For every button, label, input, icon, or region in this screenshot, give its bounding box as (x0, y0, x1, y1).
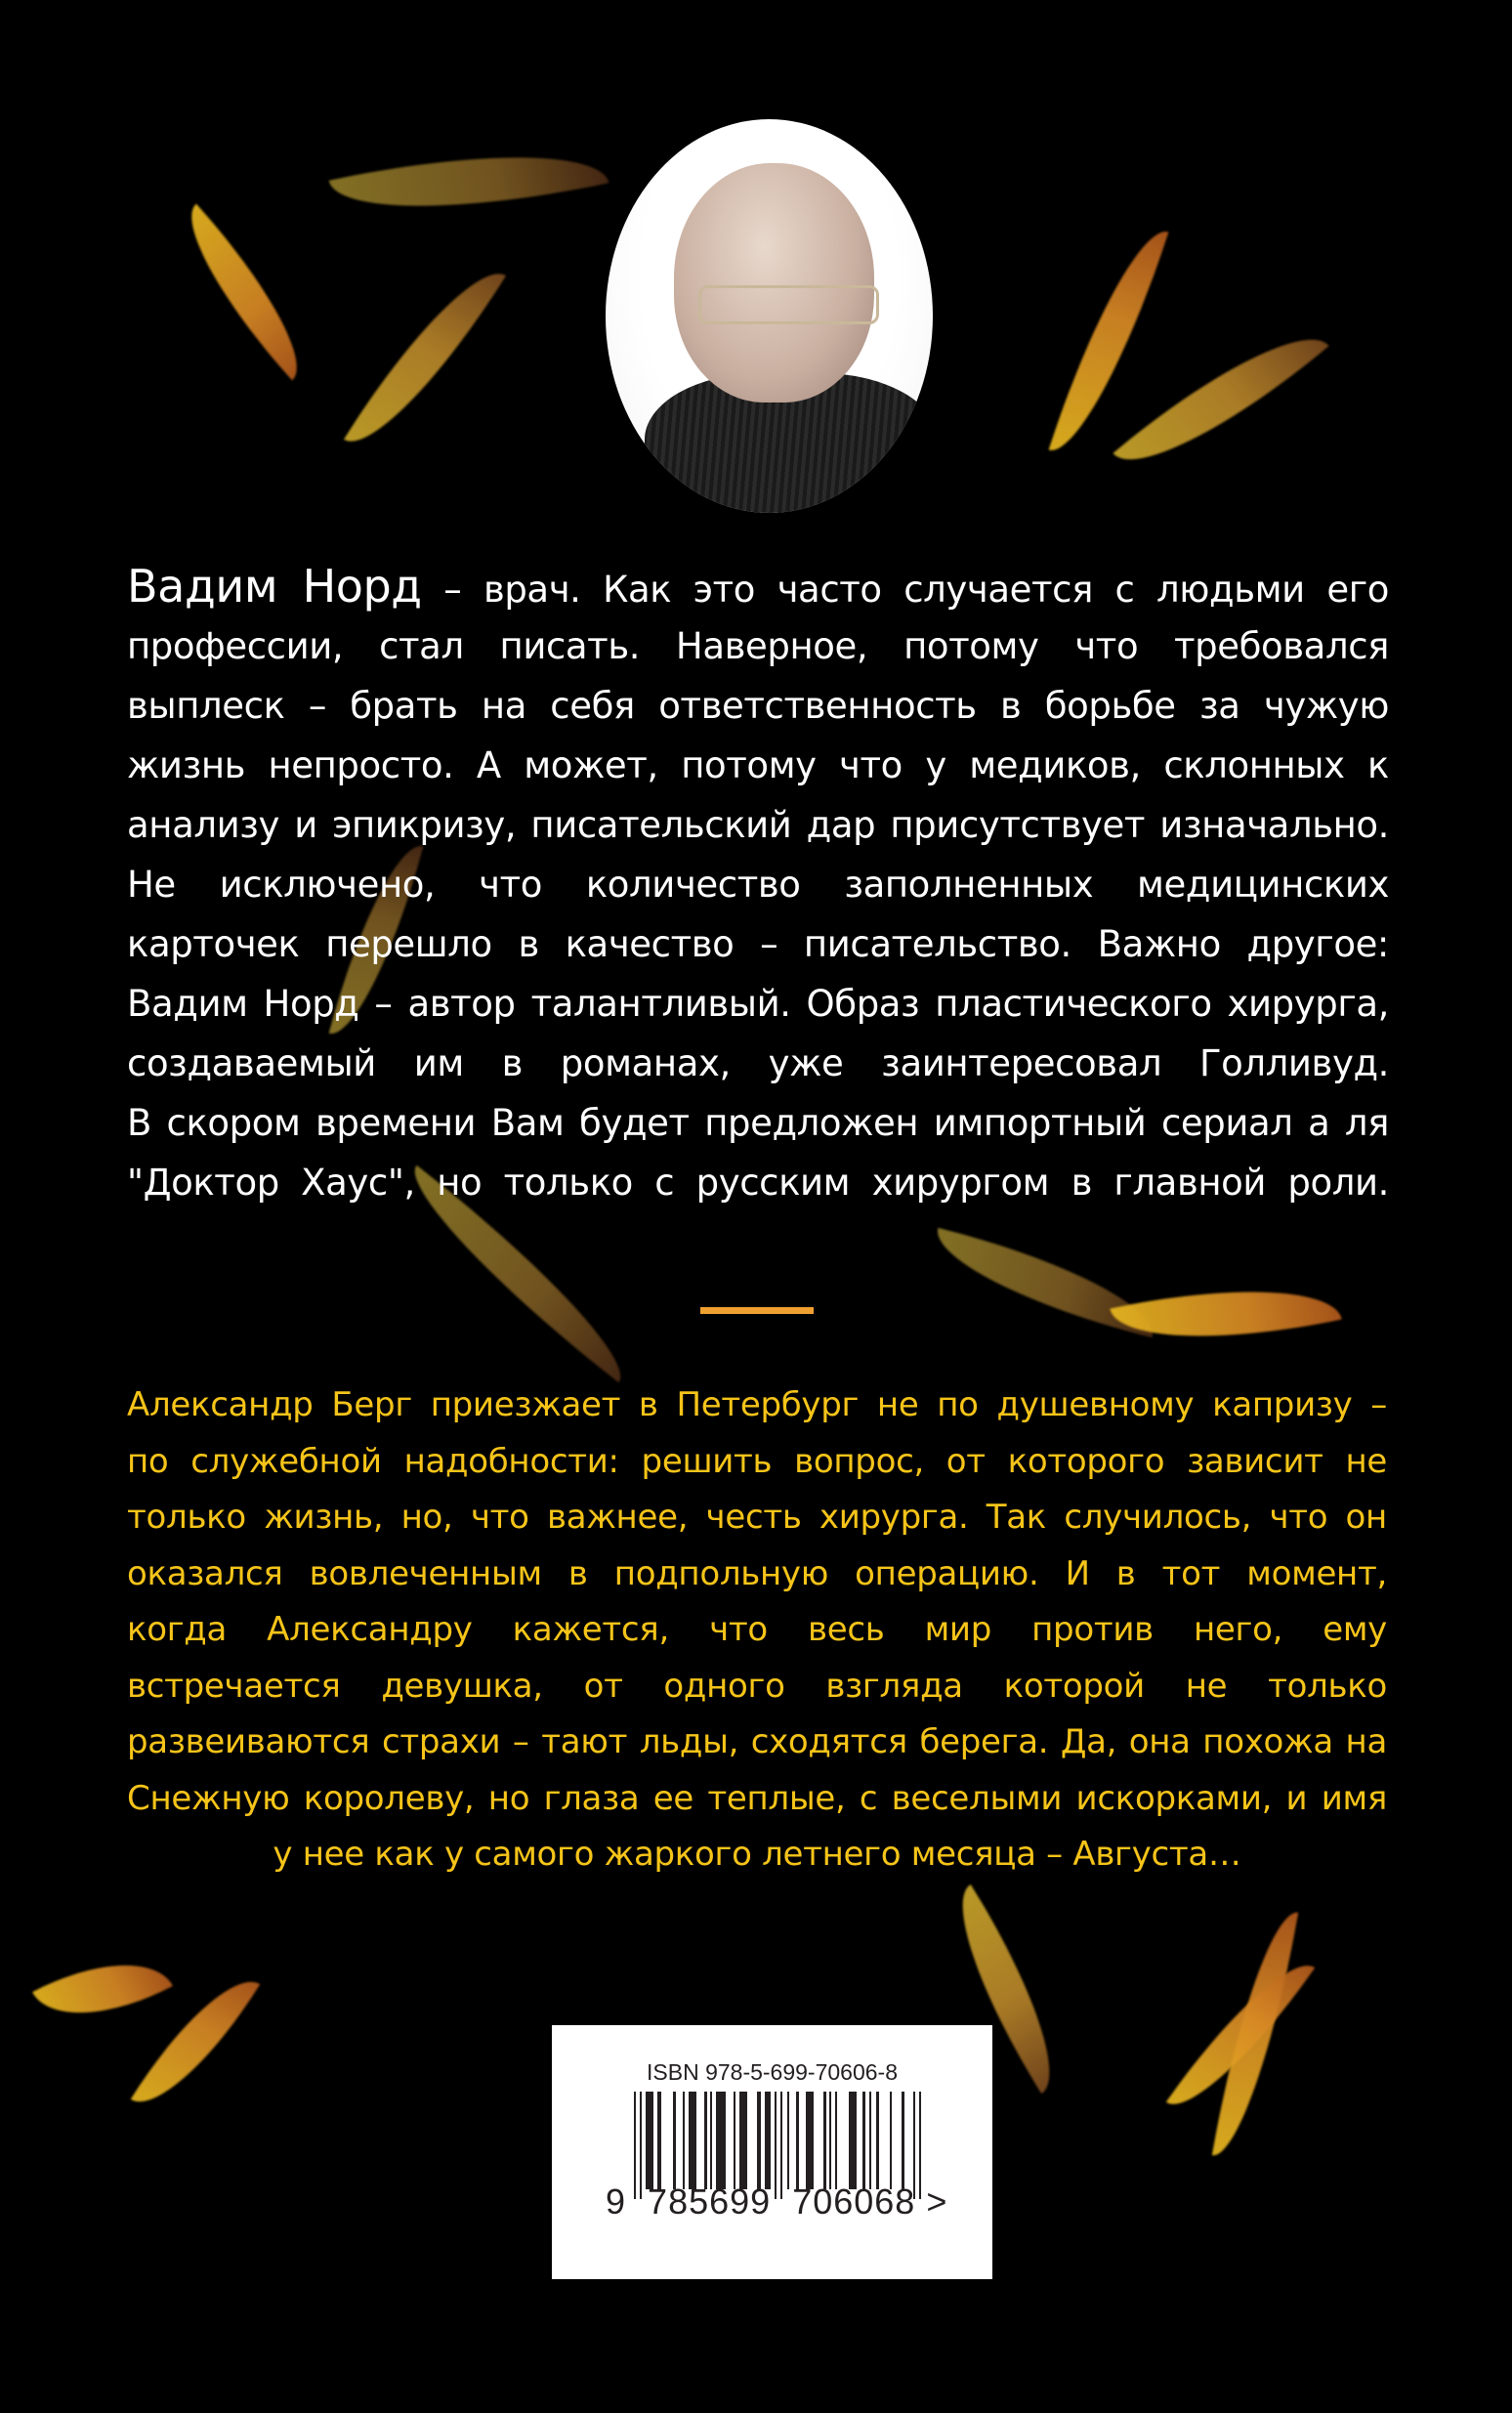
bio-line: жизнь непросто. А может, потому что у медиков, склонных к (127, 744, 1389, 786)
isbn-label: ISBN 978-5-699-70606-8 (647, 2059, 898, 2085)
bio-line: В скором времени Вам будет предложен импортный сериал а ля (127, 1102, 1389, 1144)
synopsis-line: у нее как у самого жаркого летнего месяца – Августа… (273, 1835, 1241, 1874)
synopsis-line: когда Александру кажется, что весь мир против него, ему (127, 1610, 1387, 1649)
synopsis-line: Александр Берг приезжает в Петербург не по душевному капризу – (127, 1385, 1387, 1424)
synopsis-line: Снежную королеву, но глаза ее теплые, с веселыми искорками, и имя (127, 1778, 1387, 1818)
author-name: Вадим Норд (127, 560, 422, 613)
author-head (674, 163, 874, 402)
synopsis-line: оказался вовлеченным в подпольную операцию. И в тот момент, (127, 1553, 1387, 1593)
synopsis-line: по служебной надобности: решить вопрос, от которого зависит не (127, 1441, 1387, 1481)
synopsis-line: встречается девушка, от одного взгляда которой не только (127, 1666, 1387, 1706)
bio-line: карточек перешло в качество – писательство. Важно другое: (127, 923, 1389, 965)
bio-line: Вадим Норд – автор талантливый. Образ пластического хирурга, (127, 983, 1389, 1025)
bio-line: выплеск – брать на себя ответственность в борьбе за чужую (127, 685, 1389, 727)
synopsis-line: только жизнь, но, что важнее, честь хирурга. Так случилось, что он (127, 1498, 1387, 1537)
book-synopsis (127, 1377, 1387, 1884)
glasses-icon (698, 285, 879, 324)
bio-line: профессии, стал писать. Наверное, потому что требовался (127, 625, 1389, 667)
bio-line: создаваемый им в романах, уже заинтересовал Голливуд. (127, 1042, 1389, 1084)
isbn-digits: 9 785699 706068 > (606, 2181, 948, 2222)
bio-line: Не исключено, что количество заполненных медицинских (127, 864, 1389, 906)
section-divider (700, 1307, 814, 1314)
synopsis-line: развеиваются страхи – тают льды, сходятся берега. Да, она похожа на (127, 1722, 1387, 1761)
isbn-barcode (552, 2025, 992, 2279)
author-photo (606, 119, 933, 513)
bio-line: Вадим Норд – врач. Как это часто случается с людьми его (127, 560, 1389, 613)
bio-line: анализу и эпикризу, писательский дар присутствует изначально. (127, 804, 1389, 846)
author-bio (127, 557, 1389, 1212)
bio-line: "Доктор Хаус", но только с русским хирургом в главной роли. (127, 1162, 1389, 1204)
